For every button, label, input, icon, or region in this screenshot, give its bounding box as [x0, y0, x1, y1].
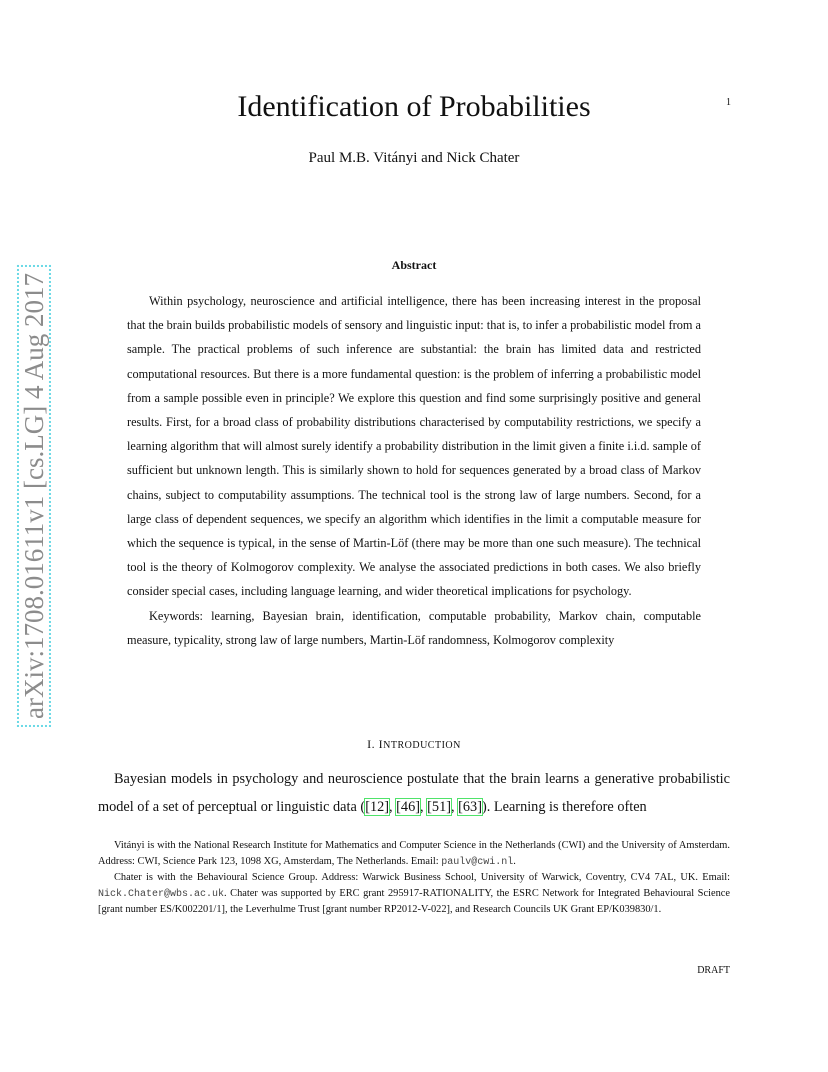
- abstract-heading: Abstract: [391, 258, 437, 272]
- citation-link[interactable]: [51]: [427, 799, 451, 815]
- section-heading-introduction: [0, 737, 828, 752]
- arxiv-stamp-label[interactable]: arXiv:1708.01611v1 [cs.LG] 4 Aug 2017: [19, 267, 49, 725]
- citation-link[interactable]: [46]: [396, 799, 420, 815]
- intro-text-start: Bayesian models in psychology and neuroscience postulate that the brain learns a generative probabilistic model of a set of perceptual or linguistic data (: [98, 771, 730, 815]
- introduction-text: [98, 765, 730, 821]
- intro-text-end: ). Learning is therefore often: [481, 799, 647, 815]
- footnote-vitanyi: Vitányi is with the National Research Institute for Mathematics and Computer Science in the Netherlands (CWI) and the University of Amsterdam. Address: CWI, Science Park 123, 1098 XG, Amsterdam, The Netherlands. Email: paulv@cwi.nl.: [98, 840, 730, 868]
- section-number: I.: [367, 737, 376, 751]
- draft-label: DRAFT: [697, 965, 730, 976]
- paper-title: Identification of Probabilities: [237, 90, 591, 123]
- footnote-chater: [98, 870, 730, 918]
- page-number: 1: [726, 97, 731, 108]
- footnote-text: . Chater was supported by ERC grant 295917-RATIONALITY, the ESRC Network for Integrated Behavioural Science [grant number ES/K002201/1], the Leverhulme Trust [grant number RP2012-V-022], and Research Councils UK Grant EP/K039830/1.: [98, 887, 730, 916]
- intro-paragraph: Bayesian models in psychology and neuroscience postulate that the brain learns a generative probabilistic model of a set of perceptual or linguistic data ([12], [46], [51], [63]). Learning is therefore often: [98, 771, 730, 815]
- abstract-text: Within psychology, neuroscience and artificial intelligence, there has been increasing interest in the proposal that the brain builds probabilistic models of sensory and linguistic input: that is, to infer a probabilistic model from a sample. The practical problems of such inference are substantial: the brain has limited data and restricted computational resources. But there is a more fundamental question: is the problem of inferring a probabilistic model from a sample possible even in principle? We explore this question and find some surprisingly positive and general results. First, for a broad class of probability distributions characterised by computability restrictions, we specify a learning algorithm that will almost surely identify a probability distribution in the limit given a finite i.i.d. sample of sufficient but unknown length. This is similarly shown to hold for sequences generated by a broad class of Markov chains, subject to computability assumptions. The technical tool is the strong law of large numbers. Second, for a large class of dependent sequences, we specify an algorithm which identifies in the limit a computable measure for which the sequence is typical, in the sense of Martin-Löf (there may be more than one such measure). The technical tool is the theory of Kolmogorov complexity. We analyse the associated predictions in both cases. We also briefly consider special cases, including language learning, and wider theoretical implications for psychology.: [127, 294, 701, 599]
- keywords: Keywords: learning, Bayesian brain, identification, computable probability, Markov chain, computable measure, typicality, strong law of large numbers, Martin-Löf randomness, Kolmogorov complexity: [127, 608, 701, 647]
- paper-authors: Paul M.B. Vitányi and Nick Chater: [308, 150, 520, 166]
- footnote-text: Vitányi is with the National Research Institute for Mathematics and Computer Science in the Netherlands (CWI) and the University of Amsterdam. Address: CWI, Science Park 123, 1098 XG, Amsterdam, The Netherlands. Email:: [98, 840, 730, 867]
- abstract-body: [127, 289, 701, 652]
- arxiv-stamp[interactable]: [18, 256, 50, 736]
- footnote-text: Chater is with the Behavioural Science Group. Address: Warwick Business School, University of Warwick, Coventry, CV4 7AL, UK. Email:: [114, 872, 730, 884]
- email-link[interactable]: Nick.Chater@wbs.ac.uk: [98, 888, 225, 900]
- section-title-initial: I: [378, 737, 384, 751]
- footnotes: [98, 838, 730, 918]
- citation-link[interactable]: [63]: [458, 799, 482, 815]
- email-link[interactable]: paulv@cwi.nl: [441, 856, 514, 868]
- section-title-rest: NTRODUCTION: [383, 740, 461, 751]
- citation-link[interactable]: [12]: [365, 799, 390, 815]
